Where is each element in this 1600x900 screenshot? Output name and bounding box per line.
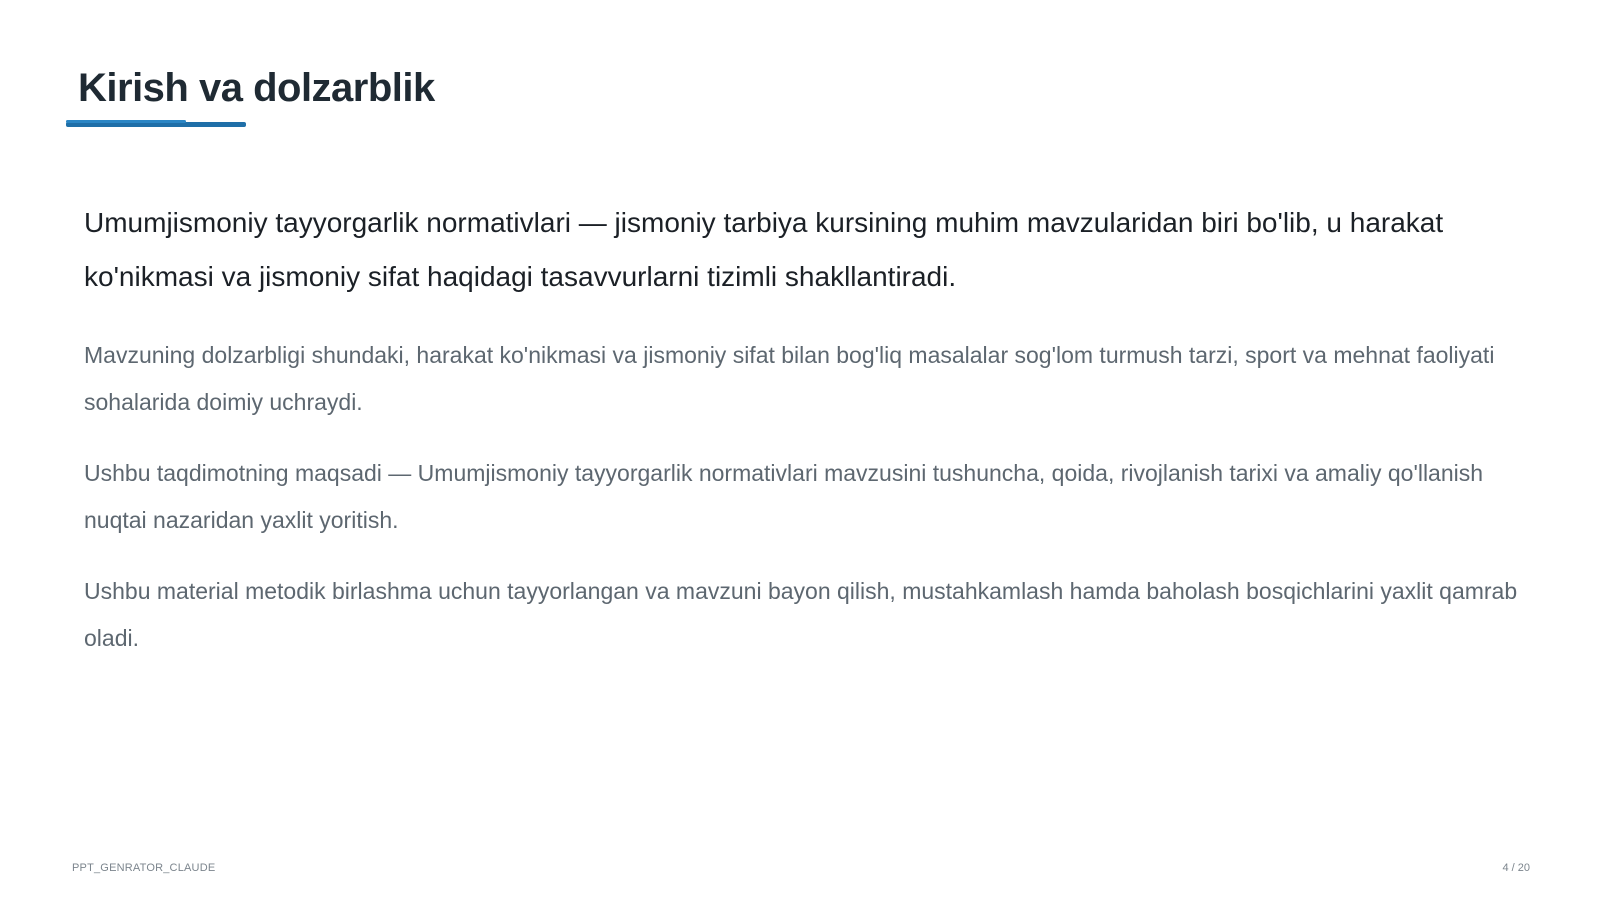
body-paragraph: Ushbu taqdimotning maqsadi — Umumjismoniy tayyorgarlik normativlari mavzusini tushuncha, qoida, rivojlanish tarixi va amaliy qo'llanish nuqtai nazaridan yaxlit yoritish. (84, 460, 1484, 533)
body-paragraph: Ushbu material metodik birlashma uchun tayyorlangan va mavzuni bayon qilish, mustahkamlash hamda baholash bosqichlarini yaxlit qamrab oladi. (84, 578, 1518, 651)
slide-title: Kirish va dolzarblik (78, 66, 435, 110)
body-paragraph: Mavzuning dolzarbligi shundaki, harakat ko'nikmasi va jismoniy sifat bilan bog'liq masalalar sog'lom turmush tarzi, sport va mehnat faoliyati sohalarida doimiy uchraydi. (84, 342, 1495, 415)
lead-paragraph: Umumjismoniy tayyorgarlik normativlari — jismoniy tarbiya kursining muhim mavzularidan biri bo'lib, u harakat ko'nikmasi va jismoniy sifat haqidagi tasavvurlarni tizimli shakllantiradi. (84, 207, 1444, 292)
title-underline-accent (66, 120, 186, 123)
slide-content (84, 196, 1524, 686)
page-number: 4 / 20 (1502, 862, 1530, 874)
footer-source: PPT_GENRATOR_CLAUDE (72, 862, 216, 874)
